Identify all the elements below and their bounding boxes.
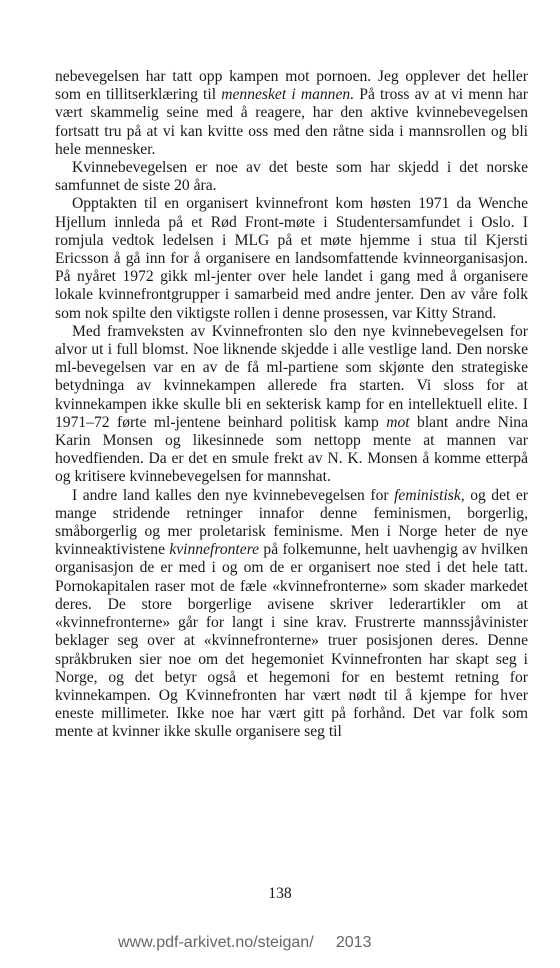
paragraph	[55, 195, 528, 322]
text-run: og det er mange stridende retninger innafor denne feminismen, borgerlig, småborgerlig og mer proletarisk feminisme. Men i Norge heter de nye kvinneaktivistene	[55, 486, 528, 559]
italic-text: mot	[386, 413, 410, 431]
paragraph	[55, 159, 528, 195]
body-text	[55, 68, 528, 742]
page-number: 138	[268, 885, 292, 902]
text-run: på folkemunne, helt uavhengig av hvilken organisasjon de er med i og om de er organisert noe sted i det hele tatt. Pornokapitalen raser mot de fæle «kvinnefronterne» som skader markedet deres. De store borgerlige avisene skriver lederartikler om at «kvinnefronterne» går for langt i sine krav. Frustrerte mannssjåvinister beklager seg over at «kvinnefronterne» truer posisjonen deres. Denne språkbruken sier noe om det hegemoniet Kvinnefronten har skapt seg i Norge, og det betyr også et hegemoni for en bestemt retning for kvinnekampen. Og Kvinnefronten har vært nødt til å kjempe for hver eneste millimeter. Ikke noe har vært gitt på forhånd. Det var folk som mente at kvinner ikke skulle organisere seg til	[55, 541, 528, 741]
italic-text: mennesket i mannen.	[221, 86, 355, 104]
text-run: På tross av at vi menn har vært skammelig seine med å reagere, har den aktive kvinnebevegelsen fortsatt tru på at vi kan kvitte oss med den råtne sida i mannsrollen og bli hele mennesker.	[55, 86, 529, 158]
paragraph	[55, 68, 528, 159]
text-run: nebevegelsen har tatt opp kampen mot pornoen. Jeg opplever det heller som en tillitserklæring til	[55, 68, 528, 104]
italic-text: kvinnefrontere	[169, 541, 260, 559]
text-run: Kvinnebevegelsen er noe av det beste som har skjedd i det norske samfunnet de siste 20 åra.	[55, 159, 528, 195]
paragraph	[55, 323, 528, 487]
text-run: Opptakten til en organisert kvinnefront kom høsten 1971 da Wenche Hjellum innleda på et Rød Front-møte i Studentersamfundet i Oslo. I romjula vedtok ledelsen i MLG på et møte hjemme i stua til Kjersti Ericsson å gå inn for å organisere en landsomfattende kvinneorganisasjon. På nyåret 1972 gikk ml-jenter over hele landet i gang med å organisere lokale kvinnefrontgrupper i samarbeid med andre jenter. Den av våre folk som nok spilte den viktigste rollen i denne prosessen, var Kitty Strand.	[55, 195, 528, 322]
italic-text: feministisk,	[394, 486, 465, 504]
paragraph	[55, 487, 528, 742]
source-watermark: www.pdf-arkivet.no/steigan/ 2013	[118, 934, 372, 951]
text-run: blant andre Nina Karin Monsen og likesinnede som nettopp mente at mannen var hovedfienden. Da er det en smule frekt av N. K. Monsen å komme etterpå og kritisere kvinnebevegelsen for mannshat.	[55, 413, 528, 486]
text-run: Med framveksten av Kvinnefronten slo den nye kvinnebevegelsen for alvor ut i full blomst. Noe liknende skjedde i alle vestlige land. Den norske ml-bevegelsen var en av de få ml-partiene som skjønte den strategiske betydninga av kvinnekampen allerede fra starten. Vi sloss for at kvinnekampen ikke skulle bli en sekterisk kamp for en intellektuell elite. I 1971–72 førte ml-jentene beinhard politisk kamp	[55, 322, 528, 431]
text-run: I andre land kalles den nye kvinnebevegelsen for	[72, 486, 395, 504]
